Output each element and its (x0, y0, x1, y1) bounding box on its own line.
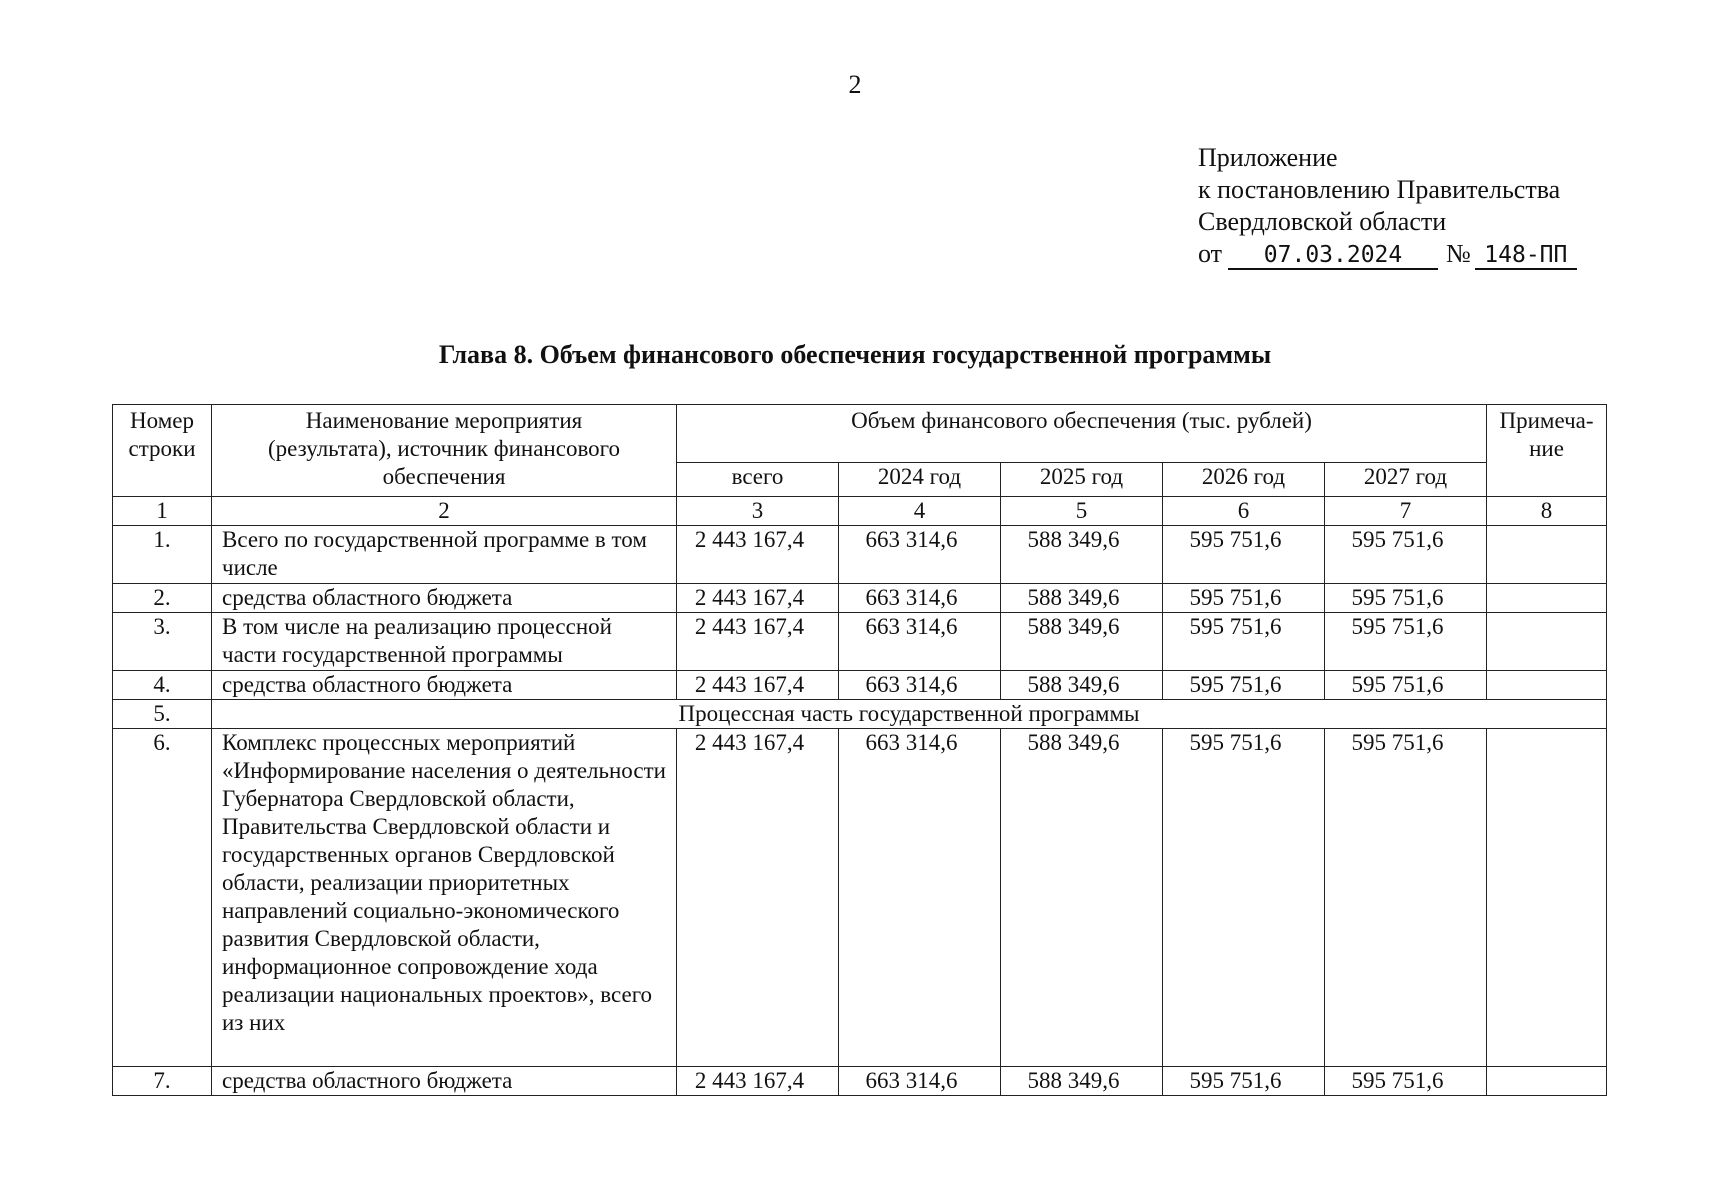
row-number: 7. (113, 1067, 212, 1096)
from-label: от (1198, 239, 1223, 268)
resolution-date: 07.03.2024 (1228, 242, 1438, 270)
cell-2025: 588 349,6 (1001, 1067, 1163, 1096)
cell-2025: 588 349,6 (1001, 729, 1163, 1067)
chapter-title: Глава 8. Объем финансового обеспечения государственной программы (438, 340, 1272, 369)
row-number: 5. (113, 700, 212, 729)
header-row-1 (113, 405, 1607, 463)
cell-2027: 595 751,6 (1325, 671, 1487, 700)
header-volume: Объем финансового обеспечения (тыс. рублей) (677, 405, 1487, 463)
appendix-line-3: Свердловской области (1198, 207, 1447, 236)
cell-total: 2 443 167,4 (677, 671, 839, 700)
cell-2026: 595 751,6 (1163, 729, 1325, 1067)
column-number: 4 (839, 497, 1001, 526)
cell-note (1487, 613, 1607, 671)
header-name: Наименование мероприятия (результата), источник финансового обеспечения (212, 405, 677, 497)
cell-2027: 595 751,6 (1325, 584, 1487, 613)
section-title: Процессная часть государственной программы (212, 700, 1607, 729)
appendix-line-1: Приложение (1198, 143, 1338, 172)
table-row (113, 584, 1607, 613)
header-2024: 2024 год (839, 463, 1001, 497)
row-name: Всего по государственной программе в том числе (212, 526, 677, 584)
cell-2026: 595 751,6 (1163, 584, 1325, 613)
number-label: № (1446, 239, 1471, 268)
row-number: 1. (113, 526, 212, 584)
column-number: 5 (1001, 497, 1163, 526)
header-total: всего (677, 463, 839, 497)
row-number: 6. (113, 729, 212, 1067)
cell-2027: 595 751,6 (1325, 1067, 1487, 1096)
cell-2024: 663 314,6 (839, 729, 1001, 1067)
column-number: 6 (1163, 497, 1325, 526)
appendix-block (1198, 142, 1577, 270)
table-row (113, 671, 1607, 700)
cell-total: 2 443 167,4 (677, 613, 839, 671)
cell-note (1487, 526, 1607, 584)
cell-2024: 663 314,6 (839, 526, 1001, 584)
section-row (113, 700, 1607, 729)
column-numbers-row (113, 497, 1607, 526)
cell-2027: 595 751,6 (1325, 613, 1487, 671)
cell-total: 2 443 167,4 (677, 729, 839, 1067)
cell-note (1487, 584, 1607, 613)
header-2025: 2025 год (1001, 463, 1163, 497)
cell-2027: 595 751,6 (1325, 526, 1487, 584)
row-number: 3. (113, 613, 212, 671)
cell-2024: 663 314,6 (839, 584, 1001, 613)
table-row (113, 1067, 1607, 1096)
row-name: В том числе на реализацию процессной части государственной программы (212, 613, 677, 671)
cell-note (1487, 1067, 1607, 1096)
cell-total: 2 443 167,4 (677, 1067, 839, 1096)
row-number: 2. (113, 584, 212, 613)
column-number: 2 (212, 497, 677, 526)
cell-note (1487, 671, 1607, 700)
table-row (113, 613, 1607, 671)
cell-2025: 588 349,6 (1001, 526, 1163, 584)
cell-2026: 595 751,6 (1163, 1067, 1325, 1096)
resolution-number: 148-ПП (1475, 242, 1577, 270)
header-note: Примеча-ние (1487, 405, 1607, 497)
cell-2026: 595 751,6 (1163, 613, 1325, 671)
header-2027: 2027 год (1325, 463, 1487, 497)
cell-2026: 595 751,6 (1163, 671, 1325, 700)
row-number: 4. (113, 671, 212, 700)
table-row (113, 729, 1607, 1067)
cell-2025: 588 349,6 (1001, 613, 1163, 671)
financing-table (112, 404, 1607, 1096)
column-number: 8 (1487, 497, 1607, 526)
header-2026: 2026 год (1163, 463, 1325, 497)
row-name: Комплекс процессных мероприятий «Информирование населения о деятельности Губернатора Свердловской области, Правительства Свердловской области и государственных органов Свердловской области, реализации приоритетных направлений социально-экономического развития Свердловской области, информационное сопровождение хода реализации национальных проектов», всего из них (212, 729, 677, 1067)
column-number: 1 (113, 497, 212, 526)
row-name: средства областного бюджета (212, 671, 677, 700)
page-number: 2 (848, 70, 862, 99)
cell-total: 2 443 167,4 (677, 584, 839, 613)
cell-total: 2 443 167,4 (677, 526, 839, 584)
row-name: средства областного бюджета (212, 584, 677, 613)
appendix-date-line (1198, 238, 1577, 270)
cell-2025: 588 349,6 (1001, 584, 1163, 613)
cell-note (1487, 729, 1607, 1067)
column-number: 3 (677, 497, 839, 526)
cell-2027: 595 751,6 (1325, 729, 1487, 1067)
cell-2024: 663 314,6 (839, 613, 1001, 671)
cell-2024: 663 314,6 (839, 671, 1001, 700)
cell-2024: 663 314,6 (839, 1067, 1001, 1096)
appendix-line-2: к постановлению Правительства (1198, 175, 1561, 204)
cell-2025: 588 349,6 (1001, 671, 1163, 700)
row-name: средства областного бюджета (212, 1067, 677, 1096)
column-number: 7 (1325, 497, 1487, 526)
table-row (113, 526, 1607, 584)
header-row-number: Номер строки (113, 405, 212, 497)
cell-2026: 595 751,6 (1163, 526, 1325, 584)
